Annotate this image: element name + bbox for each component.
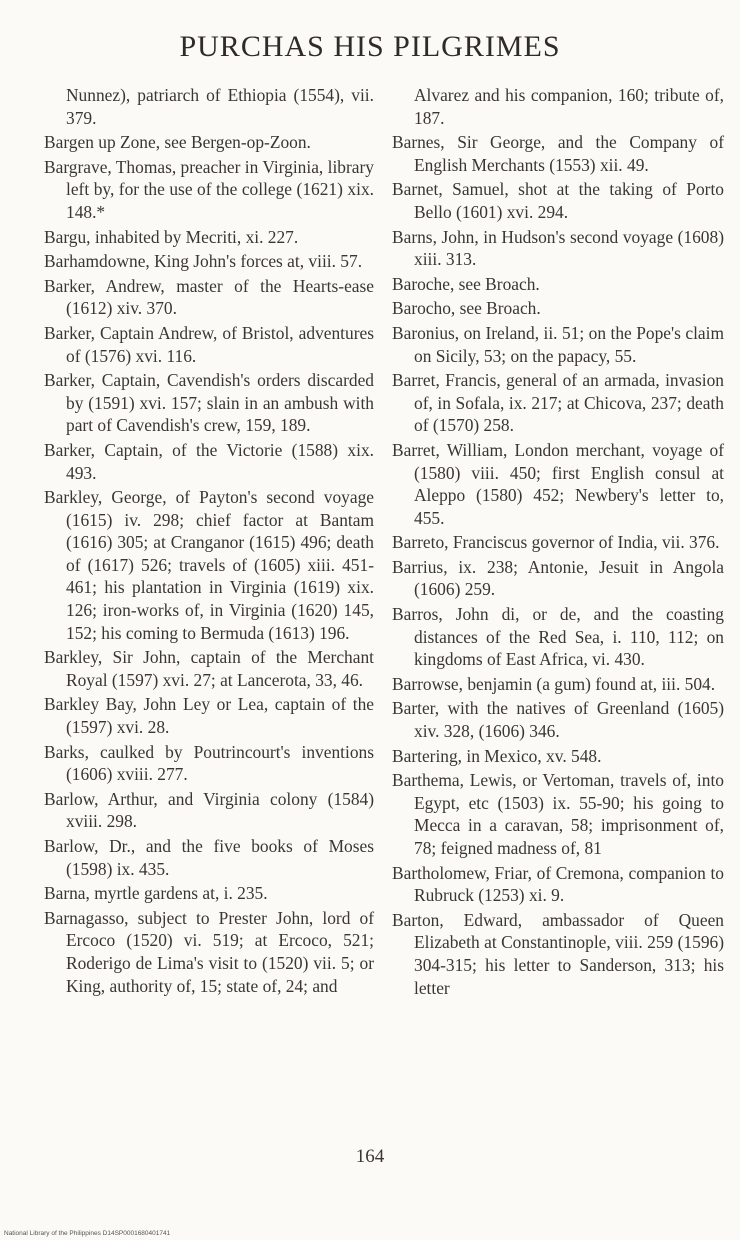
index-entry: Barret, Francis, general of an armada, invasion of, in Sofala, ix. 217; at Chicova, 237; death of (1570) 258. <box>392 370 724 436</box>
index-entry: Bargu, inhabited by Mecriti, xi. 227. <box>44 226 299 247</box>
page-title: PURCHAS HIS PILGRIMES <box>179 30 561 63</box>
index-entry: Nunnez), patriarch of Ethiopia (1554), vii. 379. <box>66 85 374 128</box>
index-entry: Barna, myrtle gardens at, i. 235. <box>44 883 268 904</box>
index-entry: Alvarez and his companion, 160; tribute of, 187. <box>414 85 724 128</box>
index-entry: Barhamdowne, King John's forces at, viii. 57. <box>44 251 363 272</box>
left-column <box>44 84 374 999</box>
index-entry: Barthema, Lewis, or Vertoman, travels of, into Egypt, etc (1503) ix. 55-90; his going to Mecca in a caravan, 58; imprisonment of, 78; feigned madness of, 81 <box>392 770 724 858</box>
index-entry: Barker, Captain, Cavendish's orders discarded by (1591) xvi. 157; slain in an ambush with part of Cavendish's crew, 159, 189. <box>44 370 374 436</box>
index-entry: Barkley, Sir John, captain of the Merchant Royal (1597) xvi. 27; at Lancerota, 33, 46. <box>44 647 374 690</box>
index-entry: Barros, John di, or de, and the coasting distances of the Red Sea, i. 110, 112; on kingdoms of East Africa, vi. 430. <box>392 604 724 670</box>
index-entry: Bargen up Zone, see Bergen-op-Zoon. <box>44 132 311 153</box>
index-entry: Baroche, see Broach. <box>392 273 540 294</box>
index-entry: Barrowse, benjamin (a gum) found at, iii. 504. <box>392 673 716 694</box>
index-entry: Bartholomew, Friar, of Cremona, companion to Rubruck (1253) xi. 9. <box>392 862 724 906</box>
index-entry: Barns, John, in Hudson's second voyage (1608) xiii. 313. <box>392 226 724 270</box>
index-entry: Barlow, Dr., and the five books of Moses (1598) ix. 435. <box>44 836 374 879</box>
index-entry: Barret, William, London merchant, voyage of (1580) viii. 450; first English consul at Aleppo (1580) 452; Newbery's letter to, 455. <box>392 439 724 528</box>
index-entry: Barreto, Franciscus governor of India, vii. 376. <box>392 532 720 553</box>
index-entry: Barrius, ix. 238; Antonie, Jesuit in Angola (1606) 259. <box>392 556 724 600</box>
index-entry: Bargrave, Thomas, preacher in Virginia, library left by, for the use of the college (1621) xix. 148.* <box>44 156 374 222</box>
index-entry: Barter, with the natives of Greenland (1605) xiv. 328, (1606) 346. <box>392 698 724 742</box>
index-entry: Barker, Captain Andrew, of Bristol, adventures of (1576) xvi. 116. <box>44 322 374 366</box>
index-entry: Barton, Edward, ambassador of Queen Elizabeth at Constantinople, viii. 259 (1596) 304-315; his letter to Sanderson, 313; his letter <box>392 909 724 998</box>
index-entry: Barker, Captain, of the Victorie (1588) xix. 493. <box>44 439 374 483</box>
index-entry: Barks, caulked by Poutrincourt's inventions (1606) xviii. 277. <box>44 741 374 785</box>
index-entry: Barocho, see Broach. <box>392 298 541 319</box>
index-entry: Barker, Andrew, master of the Hearts-ease (1612) xiv. 370. <box>44 275 374 319</box>
index-entry: Barnet, Samuel, shot at the taking of Porto Bello (1601) xvi. 294. <box>392 179 724 222</box>
index-entry: Barkley Bay, John Ley or Lea, captain of the (1597) xvi. 28. <box>44 694 374 738</box>
index-entry: Bartering, in Mexico, xv. 548. <box>392 745 602 766</box>
right-column <box>392 84 724 1001</box>
index-entry: Baronius, on Ireland, ii. 51; on the Pope's claim on Sicily, 53; on the papacy, 55. <box>392 322 724 366</box>
index-entry: Barlow, Arthur, and Virginia colony (1584) xviii. 298. <box>44 788 374 832</box>
index-entry: Barnes, Sir George, and the Company of English Merchants (1553) xii. 49. <box>392 132 724 175</box>
footer-credit: National Library of the Philippines D14SP0001680401741 <box>4 1230 171 1237</box>
page-number: 164 <box>355 1146 385 1167</box>
index-entry: Barkley, George, of Payton's second voyage (1615) iv. 298; chief factor at Bantam (1616) 305; at Cranganor (1615) 496; death of (1617) 526; travels of (1605) xiii. 451-461; his plantation in Virginia (1619) xix. 126; iron-works of, in Virginia (1620) 145, 152; his coming to Bermuda (1613) 196. <box>44 487 374 643</box>
index-entry: Barnagasso, subject to Prester John, lord of Ercoco (1520) vi. 519; at Ercoco, 521; Roderigo de Lima's visit to (1520) vii. 5; or King, authority of, 15; state of, 24; and <box>44 907 374 996</box>
